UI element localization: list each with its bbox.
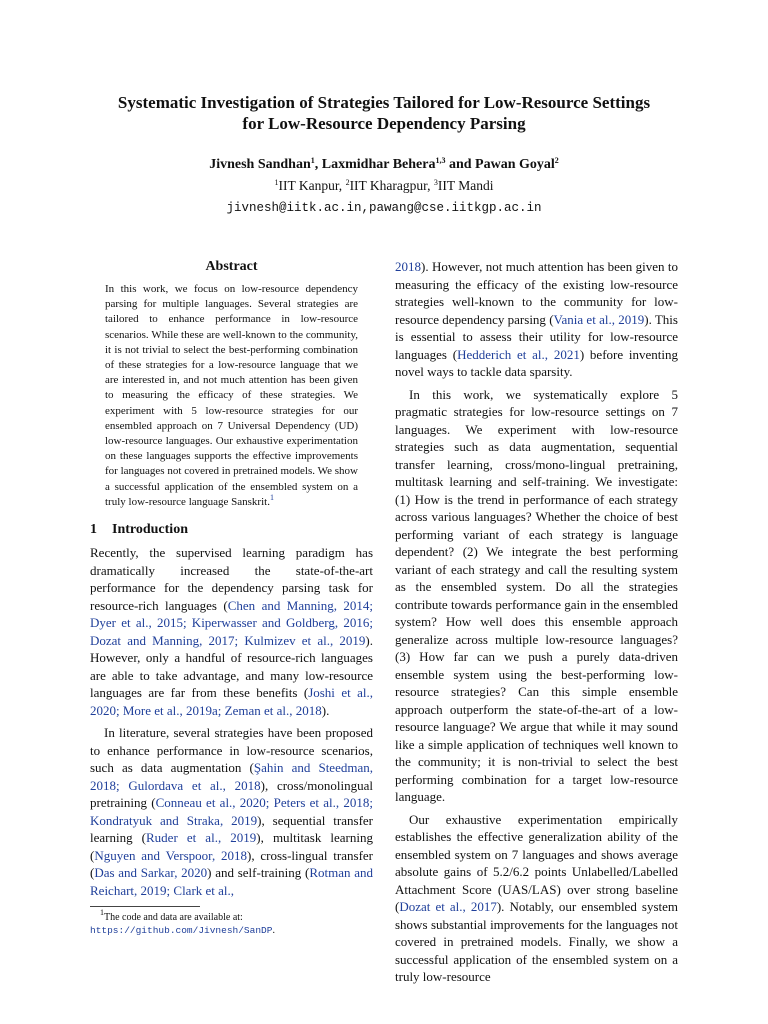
author-list (60, 156, 708, 174)
footnote-rule (90, 906, 200, 907)
footnote (90, 906, 373, 937)
paragraph (90, 724, 373, 899)
affil-name: IIT Mandi (437, 178, 494, 193)
text-run: ), cross/monolingual pretraining ( (90, 777, 373, 811)
paragraph: In this work, we systematically explore 5 pragmatic strategies for low-resource settings on 7 languages. We experiment with low-resource strategies such as data augmentation, sequential transfer learning, cross/mono-lingual pretraining, multitask learning and self-training. We investigate: (1) How is the trend in performance of each strategy across various languages? Whether the choice of best performing variant of each strategy is language dependent? (2) We integrate the best performing variant of each strategy and call the resulting system as the ensembled system. Do all the strategies contribute towards performance gain in the ensembled system? How well does this ensemble approach generalize across multiple low-resource languages? (3) How far can we push a purely data-driven ensemble system using the best-performing low-resource strategies? Can this simple ensemble approach outperform the state-of-the-art of a low-resource language? We argue that while it may sound like a simple application of techniques well known to the community; it is non-trivial to select the best performing combination for a target low-resource language. (395, 386, 679, 804)
title-line-2: for Low-Resource Dependency Parsing (242, 114, 526, 133)
abstract-body: In this work, we focus on low-resource dependency parsing for multiple languages. Several strategies are tailored to enhance performance in low-resource scenarios. While these are well-known to the community, it is not trivial to select the best-performing combination of these strategies for a low-resource language that we are interested in, and not much attention has been given to measuring the efficacy of these strategies. We experiment with 5 low-resource strategies for our ensembled approach on 7 Universal Dependency (UD) low-resource languages. Our exhaustive experimentation on these languages supports the effective improvements for languages not covered in pretrained models. We show a successful application of the ensembled system on a truly low-resource language Sanskrit. (105, 283, 358, 508)
abstract-text (105, 282, 358, 510)
text-run: In literature, several strategies have been proposed to enhance performance in low-resource scenarios, such as data augmentation ( (90, 725, 373, 776)
text-run: ). This is essential to assess their utility for low-resource languages ( (395, 311, 678, 362)
citation-link[interactable]: Şahin and Steedman, 2018; Gulordava et al., 2018 (90, 760, 373, 793)
text-run: ) and self-training ( (207, 865, 310, 881)
citation-link[interactable]: Das and Sarkar, 2020 (94, 865, 208, 881)
section-heading-introduction (90, 521, 373, 539)
text-run: Recently, the supervised learning paradigm has dramatically increased the state-of-the-art performance for the dependency parsing task for resource-rich languages ( (90, 545, 373, 613)
citation-link[interactable]: Nguyen and Verspoor, 2018 (94, 847, 248, 863)
section-title: Introduction (112, 522, 188, 538)
affil-name: IIT Kharagpur, (349, 178, 434, 193)
citation-link[interactable]: Hedderich et al., 2021 (457, 346, 580, 362)
author-name: Laxmidhar Behera (321, 157, 436, 172)
citation-link[interactable]: Rotman and Reichart, 2019; Clark et al., (90, 865, 373, 898)
footnote-mark: 1 (100, 908, 104, 917)
section-number: 1 (90, 522, 97, 538)
text-run: ). (321, 702, 330, 718)
abstract-heading: Abstract (205, 259, 258, 274)
right-column (395, 258, 678, 986)
affil-name: IIT Kanpur, (278, 178, 346, 193)
affil-mark: 3 (433, 178, 438, 187)
paragraph (395, 258, 678, 381)
text-run: Our exhaustive experimentation empirically establishes the effective generalization ability of the ensembled system on 7 languages and shows average absolute gains of 5.2/6.2 points Unlabelled/Labelled Attachment Score (UAS/LAS) over strong baseline ( (395, 811, 678, 914)
citation-link[interactable]: Conneau et al., 2020; Peters et al., 2018; Kondratyuk and Straka, 2019 (90, 795, 373, 828)
author-affil-mark: 1 (310, 156, 315, 165)
author-name: Jivnesh Sandhan (209, 157, 311, 172)
text-run: ). Notably, our ensembled system shows substantial improvements for the languages not covered in pretrained models. Finally, we show a successful application of the ensembled system on a truly low-resource (395, 899, 678, 984)
text-run: ). However, only a handful of resource-rich languages are able to take advantage, and many low-resource languages are far from these benefits ( (90, 632, 373, 701)
citation-link[interactable]: Vania et al., 2019 (553, 311, 645, 327)
text-run: ) before inventing novel ways to tackle data sparsity. (395, 346, 679, 379)
text-run: The code and data are available at: (104, 912, 243, 923)
affil-mark: 1 (274, 178, 279, 187)
text-run: ), multitask learning ( (90, 830, 373, 863)
citation-link[interactable]: 2018 (395, 259, 421, 274)
text-run: . (272, 925, 275, 936)
footnote-text (90, 908, 373, 937)
author-name: Pawan Goyal (475, 157, 555, 172)
author-separator: and (445, 157, 476, 172)
author-separator: , (314, 157, 322, 172)
citation-link[interactable]: Joshi et al., 2020; More et al., 2019a; Zeman et al., 2018 (90, 685, 373, 718)
author-affil-mark: 2 (554, 156, 559, 165)
citation-link[interactable]: Chen and Manning, 2014; Dyer et al., 2015; Kiperwasser and Goldberg, 2016; Dozat and Manning, 2017; Kulmizev et al., 2019 (90, 597, 373, 648)
text-run: ), sequential transfer learning ( (90, 812, 373, 846)
paragraph (90, 544, 373, 719)
affiliations (60, 177, 708, 195)
author-emails[interactable]: jivnesh@iitk.ac.in,pawang@cse.iitkgp.ac.in (226, 201, 542, 215)
citation-link[interactable]: Ruder et al., 2019 (146, 830, 257, 846)
left-column (90, 258, 373, 899)
text-run: ), cross-lingual transfer ( (90, 847, 374, 881)
text-run: ). However, not much attention has been given to measuring the efficacy of the existing low-resource strategies well-known to the community for low-resource dependency parsing ( (395, 259, 678, 327)
author-affil-mark: 1,3 (435, 156, 446, 165)
title-line-1: Systematic Investigation of Strategies Tailored for Low-Resource Settings (117, 93, 651, 112)
paper-title (60, 92, 708, 134)
affil-mark: 2 (345, 178, 350, 187)
citation-link[interactable]: Dozat et al., 2017 (399, 899, 497, 914)
footnote-ref[interactable]: 1 (269, 492, 274, 502)
paragraph (395, 811, 678, 986)
footnote-url-link[interactable]: https://github.com/Jivnesh/SanDP (90, 925, 273, 936)
